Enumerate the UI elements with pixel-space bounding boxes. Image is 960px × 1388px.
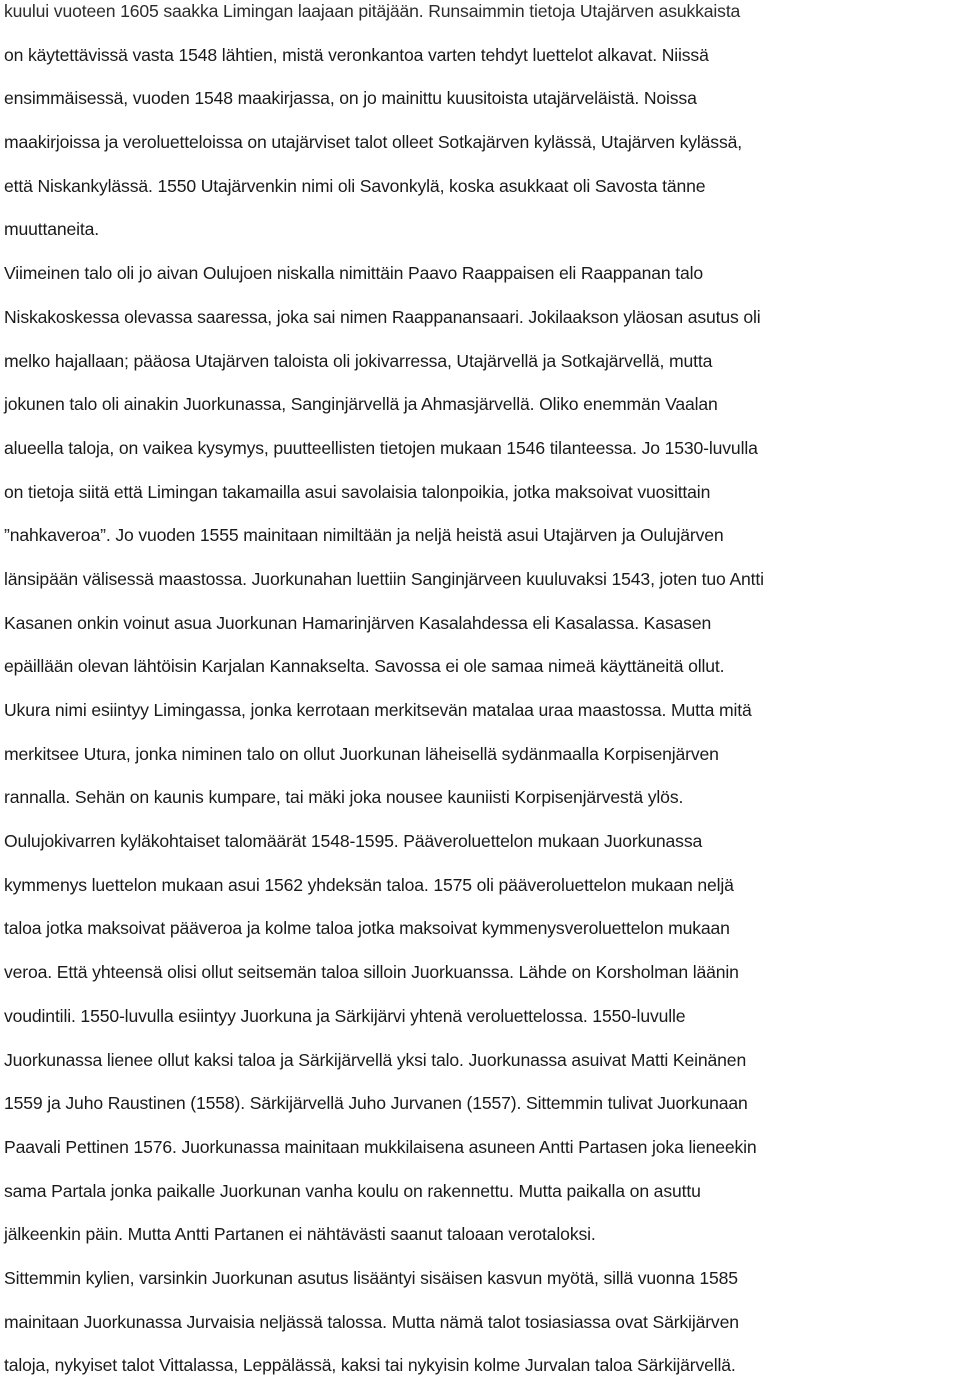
document-page [4, 0, 960, 1388]
text-line: kuului vuoteen 1605 saakka Limingan laajaan pitäjään. Runsaimmin tietoja Utajärven asukkaista [4, 1, 741, 21]
text-line: ”nahkaveroa”. Jo vuoden 1555 mainitaan nimiltään ja neljä heistä asui Utajärven ja Oulujärven [4, 525, 724, 546]
text-line: taloja, nykyiset talot Vittalassa, Leppälässä, kaksi tai nykyisin kolme Jurvalan taloa Särkijärvellä. [4, 1355, 736, 1376]
text-line: rannalla. Sehän on kaunis kumpare, tai mäki joka nousee kauniisti Korpisenjärvestä ylös. [4, 787, 684, 808]
text-line: 1559 ja Juho Raustinen (1558). Särkijärvellä Juho Jurvanen (1557). Sittemmin tulivat Juorkunaan [4, 1093, 748, 1114]
text-line: jälkeenkin päin. Mutta Antti Partanen ei nähtävästi saanut taloaan verotaloksi. [4, 1224, 596, 1245]
text-line: voudintili. 1550-luvulla esiintyy Juorkuna ja Särkijärvi yhtenä veroluettelossa. 1550-luvulle [4, 1005, 686, 1026]
text-line: melko hajallaan; pääosa Utajärven taloista oli jokivarressa, Utajärvellä ja Sotkajärvellä, mutta [4, 350, 713, 371]
text-line: että Niskankylässä. 1550 Utajärvenkin nimi oli Savonkylä, koska asukkaat oli Savosta tänne [4, 175, 706, 196]
text-line: Paavali Pettinen 1576. Juorkunassa mainitaan mukkilaisena asuneen Antti Partasen joka lieneekin [4, 1136, 757, 1157]
text-line: ensimmäisessä, vuoden 1548 maakirjassa, on jo mainittu kuusitoista utajärveläistä. Noissa [4, 88, 697, 109]
text-line: Sittemmin kylien, varsinkin Juorkunan asutus lisääntyi sisäisen kasvun myötä, sillä vuonna 1585 [4, 1267, 738, 1288]
text-line: Ukura nimi esiintyy Limingassa, jonka kerrotaan merkitsevän matalaa uraa maastossa. Mutta mitä [4, 700, 752, 720]
text-line: on käytettävissä vasta 1548 lähtien, mistä veronkantoa varten tehdyt luettelot alkavat. Niissä [4, 44, 709, 65]
text-line: Juorkunassa lienee ollut kaksi taloa ja Särkijärvellä yksi talo. Juorkunassa asuivat Matti Keinänen [4, 1049, 747, 1070]
text-line: maakirjoissa ja veroluetteloissa on utajärviset talot olleet Sotkajärven kylässä, Utajärven kylässä, [4, 132, 742, 153]
text-line: Niskakoskessa olevassa saaressa, joka sai nimen Raappanansaari. Jokilaakson yläosan asutus oli [4, 306, 761, 327]
text-line: kymmenys luettelon mukaan asui 1562 yhdeksän taloa. 1575 oli pääveroluettelon mukaan neljä [4, 874, 734, 895]
text-line: länsipään välisessä maastossa. Juorkunahan luettiin Sanginjärveen kuuluvaksi 1543, joten tuo Antti [4, 568, 764, 589]
text-line: muuttaneita. [4, 219, 100, 240]
text-line: epäillään olevan lähtöisin Karjalan Kannakselta. Savossa ei ole samaa nimeä käyttäneitä ollut. [4, 656, 725, 677]
text-line: alueella taloja, on vaikea kysymys, puutteellisten tietojen mukaan 1546 tilanteessa. Jo 1530-luvulla [4, 437, 758, 458]
text-line: taloa jotka maksoivat pääveroa ja kolme taloa jotka maksoivat kymmenysveroluettelon mukaan [4, 918, 730, 939]
text-line: Kasanen onkin voinut asua Juorkunan Hamarinjärven Kasalahdessa eli Kasalassa. Kasasen [4, 612, 712, 633]
text-line: merkitsee Utura, jonka niminen talo on ollut Juorkunan läheisellä sydänmaalla Korpisenjärven [4, 743, 719, 764]
text-line: on tietoja siitä että Limingan takamailla asui savolaisia talonpoikia, jotka maksoivat vuosittain [4, 481, 711, 502]
text-line: mainitaan Juorkunassa Jurvaisia neljässä talossa. Mutta nämä talot tosiasiassa ovat Särkijärven [4, 1311, 739, 1332]
text-line: Oulujokivarren kyläkohtaiset talomäärät 1548-1595. Pääveroluettelon mukaan Juorkunassa [4, 831, 703, 852]
text-line: sama Partala jonka paikalle Juorkunan vanha koulu on rakennettu. Mutta paikalla on asuttu [4, 1180, 701, 1201]
text-line: Viimeinen talo oli jo aivan Oulujoen niskalla nimittäin Paavo Raappaisen eli Raappanan talo [4, 263, 704, 284]
text-line: veroa. Että yhteensä olisi ollut seitsemän taloa silloin Juorkuanssa. Lähde on Korsholman läänin [4, 962, 739, 983]
text-line: jokunen talo oli ainakin Juorkunassa, Sanginjärvellä ja Ahmasjärvellä. Oliko enemmän Vaalan [4, 394, 718, 415]
